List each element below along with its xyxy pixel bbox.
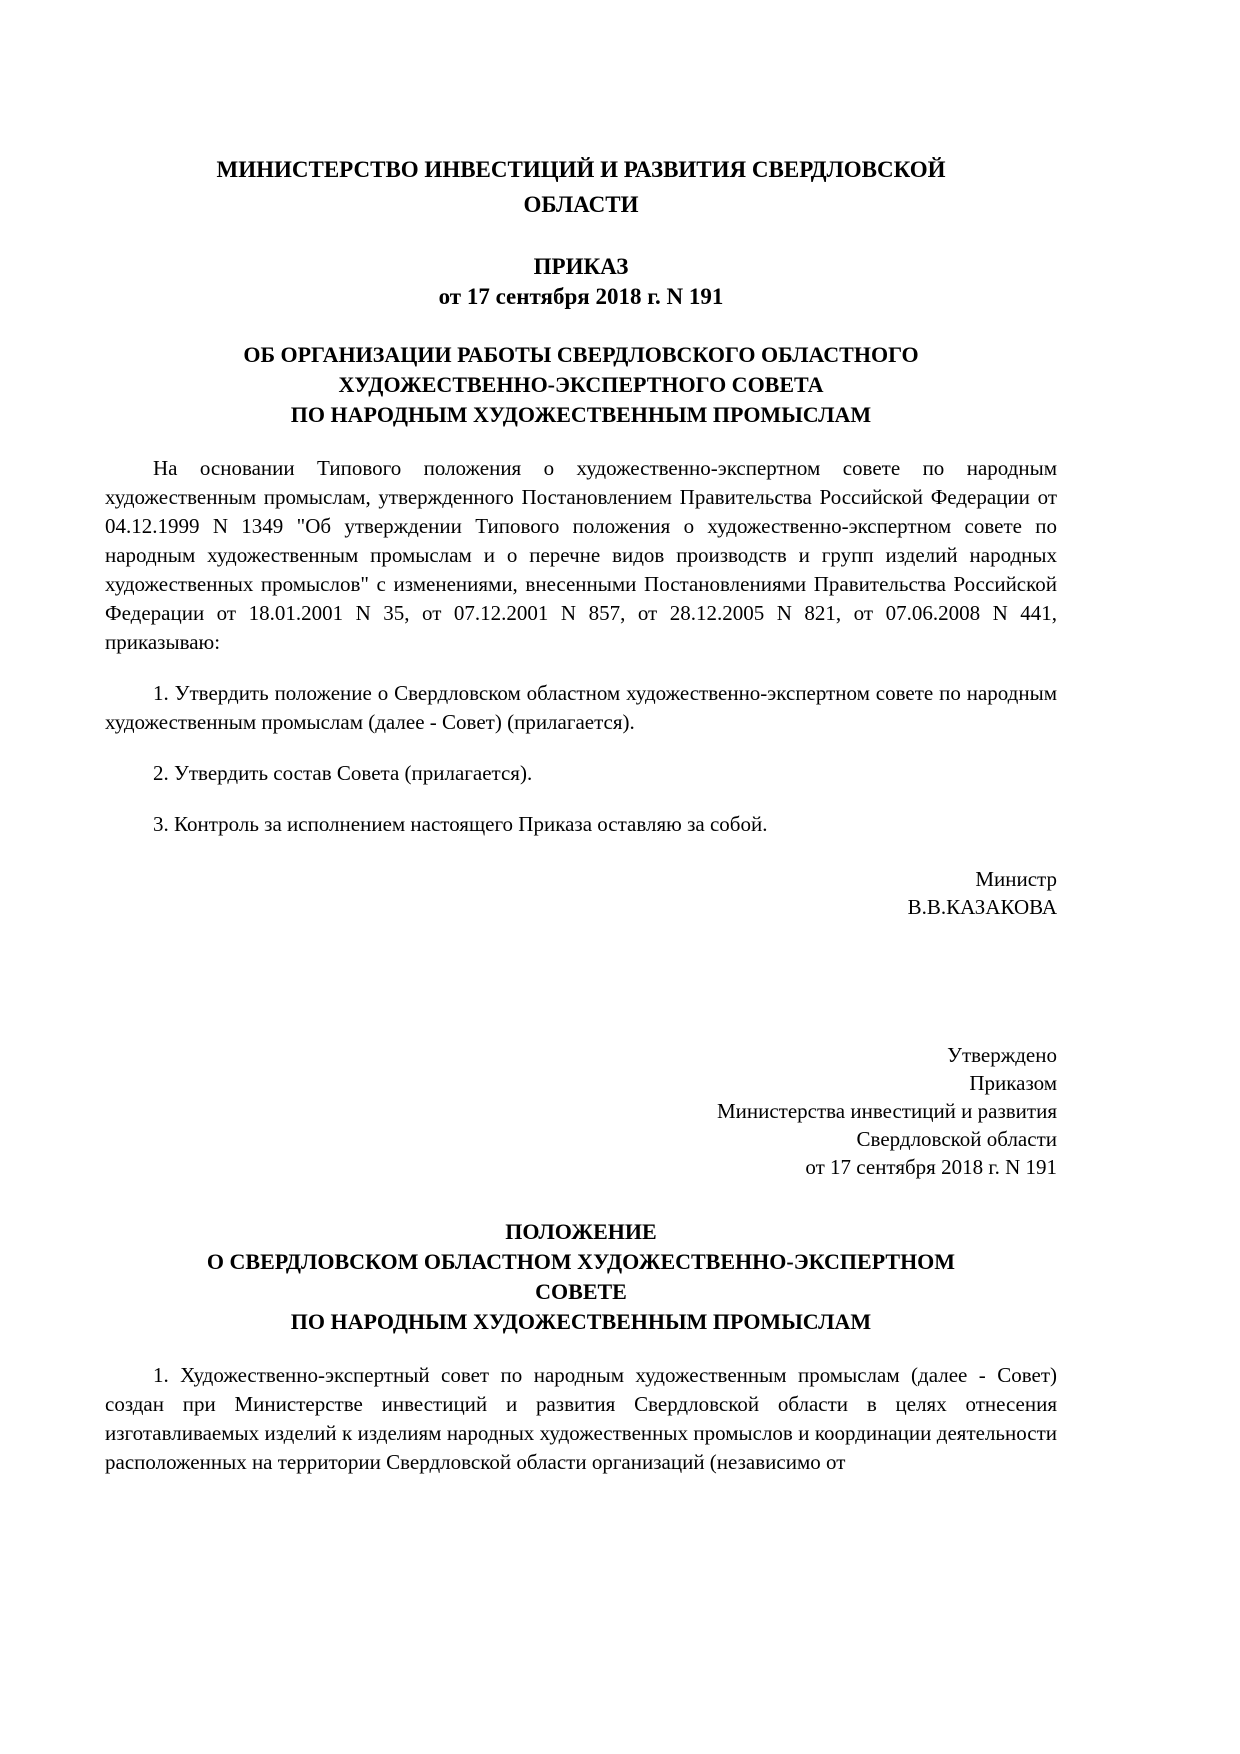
- approval-stamp: [105, 1041, 1057, 1181]
- regulation-title: [105, 1217, 1057, 1337]
- approval-line-2: Приказом: [969, 1071, 1057, 1095]
- ministry-title-line-1: МИНИСТЕРСТВО ИНВЕСТИЦИЙ И РАЗВИТИЯ СВЕРДЛОВСКОЙ: [216, 157, 946, 182]
- regulation-title-line-1: ПОЛОЖЕНИЕ: [505, 1219, 657, 1244]
- approval-line-1: Утверждено: [947, 1043, 1057, 1067]
- order-type: ПРИКАЗ: [533, 254, 629, 279]
- order-subject-line-2: ХУДОЖЕСТВЕННО-ЭКСПЕРТНОГО СОВЕТА: [338, 372, 824, 397]
- approval-line-5: от 17 сентября 2018 г. N 191: [805, 1155, 1057, 1179]
- order-subject: [105, 340, 1057, 430]
- regulation-paragraph-1: 1. Художественно-экспертный совет по народным художественным промыслам (далее - Совет) создан при Министерстве инвестиций и развития Свердловской области в целях отнесения изготавливаемых изделий к изделиям народных художественных промыслов и координации деятельности расположенных на территории Свердловской области организаций (независимо от: [105, 1363, 1057, 1474]
- order-subject-line-3: ПО НАРОДНЫМ ХУДОЖЕСТВЕННЫМ ПРОМЫСЛАМ: [290, 402, 872, 427]
- signature-name: В.В.КАЗАКОВА: [907, 895, 1057, 919]
- order-heading: [105, 252, 1057, 312]
- ministry-title-line-2: ОБЛАСТИ: [523, 192, 639, 217]
- signature-block: [105, 865, 1057, 921]
- regulation-title-line-3: СОВЕТЕ: [535, 1279, 627, 1304]
- regulation-title-line-2: О СВЕРДЛОВСКОМ ОБЛАСТНОМ ХУДОЖЕСТВЕННО-ЭКСПЕРТНОМ: [206, 1249, 956, 1274]
- approval-line-4: Свердловской области: [856, 1127, 1057, 1151]
- regulation-title-line-4: ПО НАРОДНЫМ ХУДОЖЕСТВЕННЫМ ПРОМЫСЛАМ: [290, 1309, 872, 1334]
- preamble-paragraph: На основании Типового положения о художественно-экспертном совете по народным художественным промыслам, утвержденного Постановлением Правительства Российской Федерации от 04.12.1999 N 1349 "Об утверждении Типового положения о художественно-экспертном совете по народным художественным промыслам и о перечне видов производств и групп изделий народных художественных промыслов" с изменениями, внесенными Постановлениями Правительства Российской Федерации от 18.01.2001 N 35, от 07.12.2001 N 857, от 28.12.2005 N 821, от 07.06.2008 N 441, приказываю:: [105, 456, 1057, 654]
- approval-line-3: Министерства инвестиций и развития: [716, 1099, 1057, 1123]
- order-item-1: 1. Утвердить положение о Свердловском областном художественно-экспертном совете по народным художественным промыслам (далее - Совет) (прилагается).: [105, 681, 1057, 734]
- order-item-3: 3. Контроль за исполнением настоящего Приказа оставляю за собой.: [153, 812, 768, 836]
- ministry-title: [105, 152, 1057, 222]
- order-item-2: 2. Утвердить состав Совета (прилагается).: [153, 761, 533, 785]
- order-date: от 17 сентября 2018 г. N 191: [438, 284, 724, 309]
- signature-position: Министр: [975, 867, 1057, 891]
- order-subject-line-1: ОБ ОРГАНИЗАЦИИ РАБОТЫ СВЕРДЛОВСКОГО ОБЛАСТНОГО: [243, 342, 919, 367]
